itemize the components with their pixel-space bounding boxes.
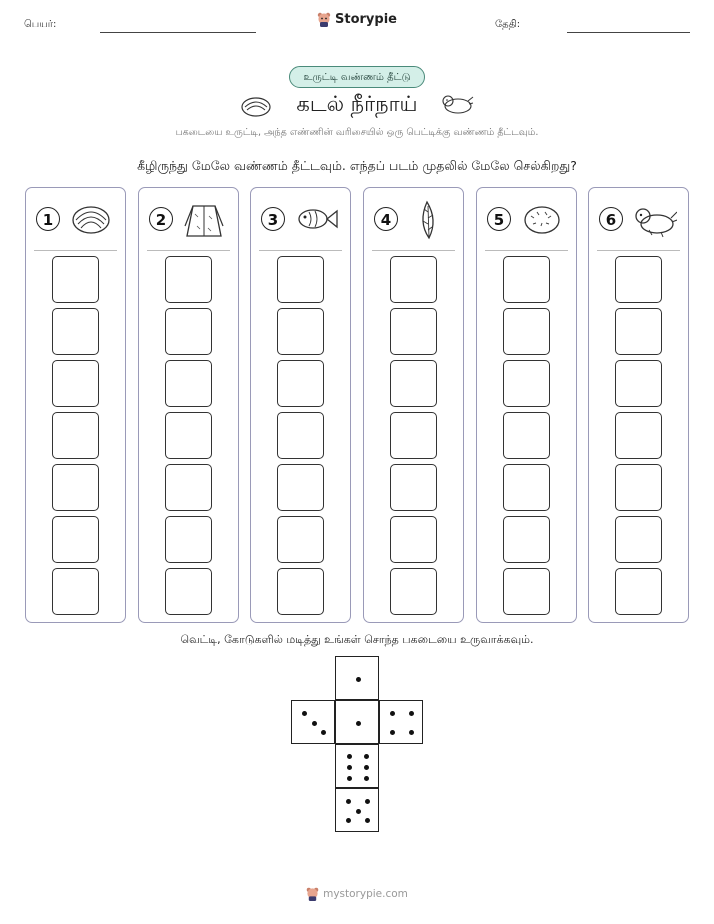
column-header [139,188,238,250]
color-box[interactable] [277,360,324,407]
cut-instruction: வெட்டி, கோடுகளில் மடித்து உங்கள் சொந்த பகடையை உருவாக்கவும். [180,633,534,646]
color-box[interactable] [277,256,324,303]
color-box[interactable] [165,464,212,511]
color-box[interactable] [390,464,437,511]
dice-pip [302,711,307,716]
column-divider [372,250,455,251]
color-box[interactable] [52,256,99,303]
date-label: தேதி: [495,19,521,30]
column-header [477,188,576,250]
dice-pip [365,818,370,823]
column-divider [147,250,230,251]
color-box[interactable] [165,360,212,407]
color-box[interactable] [615,464,662,511]
color-box[interactable] [52,308,99,355]
dice-pip [346,799,351,804]
color-box[interactable] [390,568,437,615]
color-box[interactable] [390,308,437,355]
color-box[interactable] [503,256,550,303]
dice-pip [347,765,352,770]
date-line[interactable] [567,32,690,33]
sea-urchin-icon [519,198,565,240]
fish-icon [293,198,339,240]
color-box[interactable] [503,412,550,459]
column-number: 6 [599,207,623,231]
color-box[interactable] [277,412,324,459]
column-number: 4 [374,207,398,231]
dice-face-5 [335,788,379,832]
column-6 [588,187,689,623]
dice-pip [356,677,361,682]
dice-pip [409,711,414,716]
column-4 [363,187,464,623]
color-box[interactable] [277,464,324,511]
color-box[interactable] [277,516,324,563]
footer-url[interactable]: mystorypie.com [323,888,408,900]
dice-pip [321,730,326,735]
color-box[interactable] [503,516,550,563]
color-box[interactable] [52,568,99,615]
dice-face-6 [335,744,379,788]
dice-pip [356,721,361,726]
name-label: பெயர்: [24,19,57,30]
color-box[interactable] [615,516,662,563]
dice-face-1 [335,700,379,744]
color-box[interactable] [165,256,212,303]
dice-pip [347,776,352,781]
name-line[interactable] [100,32,256,33]
brand-logo [0,12,714,27]
color-box[interactable] [615,360,662,407]
dice-pip [390,711,395,716]
dice-face-3 [291,700,335,744]
column-5 [476,187,577,623]
color-box[interactable] [165,516,212,563]
sea-otter-icon [631,198,677,240]
subtitle: பகடையை உருட்டி, அந்த எண்ணின் வரிசையில் ஒரு பெட்டிக்கு வண்ணம் தீட்டவும். [175,127,539,138]
column-header [251,188,350,250]
footer [0,887,714,901]
column-divider [34,250,117,251]
dice-pip [346,818,351,823]
dice-pip [347,754,352,759]
dice-face-4 [379,700,423,744]
color-box[interactable] [277,568,324,615]
column-1 [25,187,126,623]
color-box[interactable] [615,568,662,615]
instruction: கீழிருந்து மேலே வண்ணம் தீட்டவும். எந்தப் படம் முதலில் மேலே செல்கிறது? [137,158,577,173]
column-header [26,188,125,250]
column-divider [259,250,342,251]
color-box[interactable] [52,412,99,459]
color-box[interactable] [503,464,550,511]
dice-pip [409,730,414,735]
dice-pip [390,730,395,735]
column-number: 3 [261,207,285,231]
clam-shell-icon [68,198,114,240]
color-box[interactable] [52,464,99,511]
bear-logo-icon [306,887,319,901]
brand-name: Storypie [335,12,397,27]
column-number: 2 [149,207,173,231]
color-box[interactable] [615,308,662,355]
color-box[interactable] [277,308,324,355]
activity-badge: உருட்டி வண்ணம் தீட்டு [289,66,425,88]
bear-logo-icon [317,12,331,27]
dice-pip [356,809,361,814]
column-divider [597,250,680,251]
dice-pip [364,776,369,781]
color-box[interactable] [615,256,662,303]
color-box[interactable] [52,516,99,563]
dice-pip [312,721,317,726]
column-number: 5 [487,207,511,231]
color-box[interactable] [503,568,550,615]
dice-pip [365,799,370,804]
color-box[interactable] [503,308,550,355]
sea-otter-icon [440,92,474,116]
column-2 [138,187,239,623]
color-box[interactable] [390,516,437,563]
color-box[interactable] [390,412,437,459]
fur-coat-icon [181,198,227,240]
page-title: கடல் நீர்நாய் [296,92,418,116]
column-header [364,188,463,250]
color-box[interactable] [165,308,212,355]
dice-pip [364,754,369,759]
color-box[interactable] [390,360,437,407]
color-box[interactable] [52,360,99,407]
color-box[interactable] [165,412,212,459]
column-3 [250,187,351,623]
column-number: 1 [36,207,60,231]
column-header [589,188,688,250]
color-box[interactable] [615,412,662,459]
dice-pip [364,765,369,770]
color-box[interactable] [165,568,212,615]
column-divider [485,250,568,251]
color-box[interactable] [390,256,437,303]
dice-face-1 [335,656,379,700]
color-box[interactable] [503,360,550,407]
kelp-leaf-icon [406,198,452,240]
